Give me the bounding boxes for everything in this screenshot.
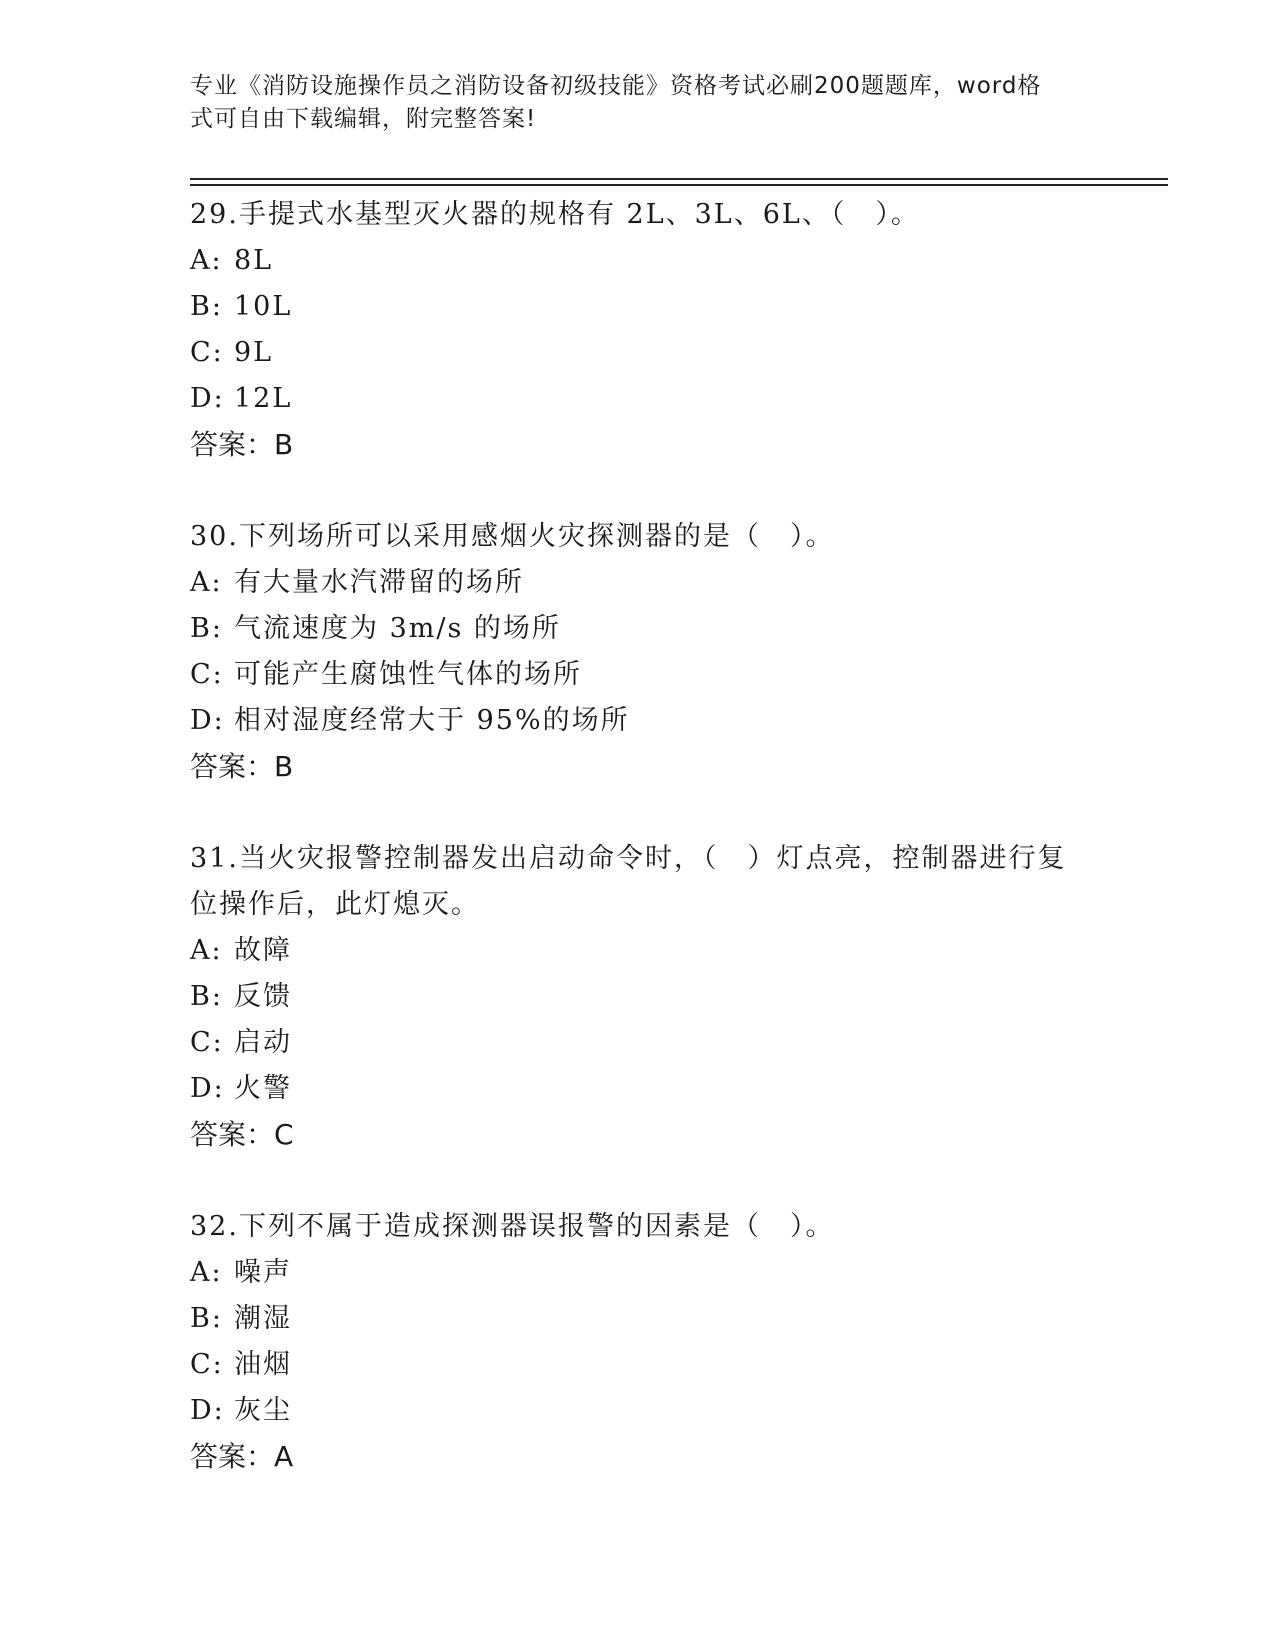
option-label: A:	[190, 567, 223, 598]
option-text: 相对湿度经常大于 95%的场所	[234, 705, 630, 736]
header-line-1: 专业《消防设施操作员之消防设备初级技能》资格考试必刷200题题库，word格	[190, 73, 1042, 99]
answer-line: 答案：B	[190, 428, 294, 461]
option-text: 9L	[234, 337, 274, 368]
option-a	[190, 928, 1090, 974]
answer-line: 答案：A	[190, 1440, 294, 1473]
option-text: 油烟	[234, 1349, 292, 1380]
option-label: B:	[190, 291, 223, 322]
answer-line: 答案：C	[190, 1118, 294, 1151]
option-b	[190, 606, 1090, 652]
option-text: 10L	[234, 291, 293, 322]
option-text: 可能产生腐蚀性气体的场所	[234, 659, 582, 690]
option-text: 启动	[234, 1027, 292, 1058]
option-text: 火警	[234, 1073, 292, 1104]
option-a	[190, 1250, 1090, 1296]
option-text: 噪声	[234, 1257, 292, 1288]
option-text: 灰尘	[234, 1395, 292, 1426]
question-31	[190, 836, 1090, 1204]
header-divider-bottom	[190, 184, 1168, 186]
question-29	[190, 192, 1090, 514]
option-text: 有大量水汽滞留的场所	[234, 567, 524, 598]
answer-line: 答案：B	[190, 750, 294, 783]
question-spacer	[190, 1158, 1090, 1204]
question-text: 29.手提式水基型灭火器的规格有 2L、3L、6L、（ ）。	[190, 199, 920, 230]
question-text: 31.当火灾报警控制器发出启动命令时，（ ）灯点亮，控制器进行复 位操作后，此灯熄灭。	[190, 843, 1067, 920]
option-label: A:	[190, 245, 223, 276]
option-b	[190, 974, 1090, 1020]
document-header	[190, 70, 1090, 136]
option-text: 12L	[234, 383, 293, 414]
option-label: B:	[190, 1303, 223, 1334]
question-30	[190, 514, 1090, 836]
option-label: D:	[190, 705, 225, 736]
option-b	[190, 1296, 1090, 1342]
header-divider-top	[190, 178, 1168, 180]
option-d	[190, 1066, 1090, 1112]
option-c	[190, 1020, 1090, 1066]
option-a	[190, 238, 1090, 284]
header-line-2: 式可自由下载编辑，附完整答案!	[190, 106, 537, 132]
option-b	[190, 284, 1090, 330]
option-label: C:	[190, 337, 224, 368]
option-text: 故障	[234, 935, 292, 966]
option-label: D:	[190, 1073, 225, 1104]
option-a	[190, 560, 1090, 606]
option-d	[190, 376, 1090, 422]
option-text: 8L	[234, 245, 274, 276]
option-label: A:	[190, 935, 223, 966]
question-text: 30.下列场所可以采用感烟火灾探测器的是（ ）。	[190, 521, 835, 552]
option-label: C:	[190, 1349, 224, 1380]
option-c	[190, 652, 1090, 698]
option-label: D:	[190, 1395, 225, 1426]
option-label: C:	[190, 659, 224, 690]
option-label: B:	[190, 981, 223, 1012]
option-d	[190, 1388, 1090, 1434]
question-text: 32.下列不属于造成探测器误报警的因素是（ ）。	[190, 1211, 835, 1242]
option-text: 潮湿	[234, 1303, 292, 1334]
option-d	[190, 698, 1090, 744]
question-spacer	[190, 468, 1090, 514]
option-text: 反馈	[234, 981, 292, 1012]
question-list	[190, 192, 1090, 1480]
option-c	[190, 1342, 1090, 1388]
question-32	[190, 1204, 1090, 1480]
option-text: 气流速度为 3m/s 的场所	[234, 613, 561, 644]
option-label: D:	[190, 383, 225, 414]
option-label: C:	[190, 1027, 224, 1058]
question-spacer	[190, 790, 1090, 836]
option-label: B:	[190, 613, 223, 644]
option-label: A:	[190, 1257, 223, 1288]
option-c	[190, 330, 1090, 376]
